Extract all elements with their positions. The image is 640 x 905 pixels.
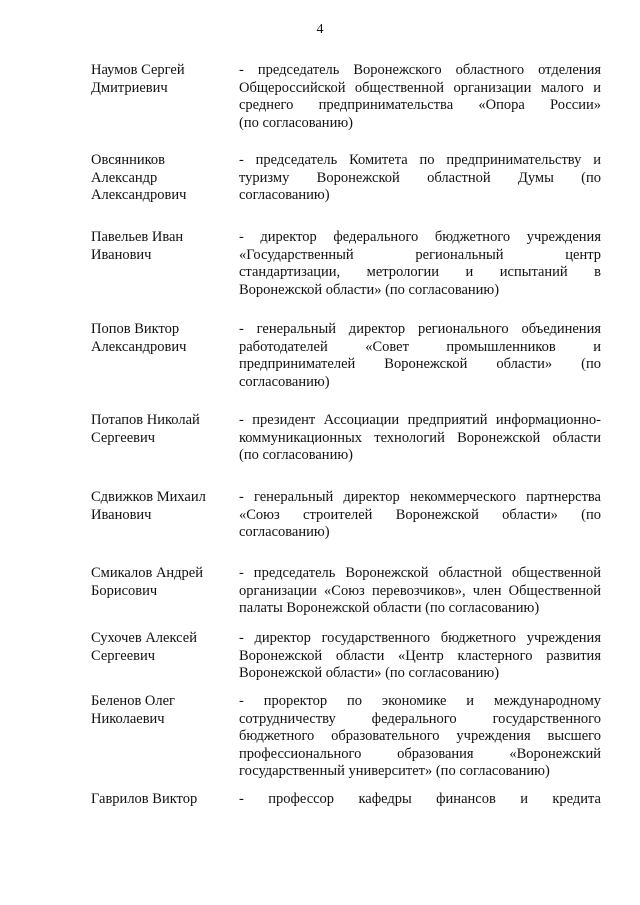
member-name-line: Павельев Иван	[91, 229, 184, 245]
member-name-line: Александрович	[91, 187, 187, 203]
member-name-line: Попов Виктор	[91, 321, 180, 337]
member-description	[239, 62, 601, 132]
member-name	[91, 229, 231, 264]
member-name-line: Иванович	[91, 246, 152, 263]
member-description	[239, 791, 601, 809]
description-line: - президент Ассоциации предприятий информационно-	[239, 412, 601, 428]
description-line: - директор федерального бюджетного учреждения	[239, 229, 601, 245]
description-line: туризму Воронежской областной Думы (по	[239, 169, 601, 186]
member-description	[239, 630, 601, 683]
member-name	[91, 791, 231, 809]
member-name-line: Овсянников	[91, 152, 166, 168]
member-name-line: Александрович	[91, 338, 187, 355]
description-line: - профессор кафедры финансов и кредита	[239, 791, 601, 807]
description-line: - генеральный директор регионального объединения	[239, 321, 601, 337]
member-name-line: Борисович	[91, 582, 158, 599]
member-name-line: Александр	[91, 169, 158, 186]
member-name	[91, 152, 231, 205]
description-line: организации «Союз перевозчиков», член Общественной	[239, 582, 601, 599]
description-line: предпринимателей Воронежской области» (по	[239, 356, 601, 372]
member-name-line: Смикалов Андрей	[91, 565, 204, 581]
description-line: коммуникационных технологий Воронежской области	[239, 429, 601, 446]
description-line: (по согласованию)	[239, 114, 353, 131]
member-name-line: Николаевич	[91, 710, 165, 727]
page-number: 4	[316, 22, 324, 37]
member-name	[91, 693, 231, 728]
description-line: палаты Воронежской области (по согласованию)	[239, 600, 540, 616]
description-line: (по согласованию)	[239, 447, 353, 463]
member-name-line: Наумов Сергей	[91, 62, 185, 78]
member-description	[239, 152, 601, 205]
description-line: согласованию)	[239, 373, 330, 390]
member-name	[91, 412, 231, 447]
member-name-line: Сухочев Алексей	[91, 630, 197, 646]
member-name-line: Гаврилов Виктор	[91, 791, 198, 807]
member-name	[91, 630, 231, 665]
member-description	[239, 693, 601, 781]
description-line: среднего предпринимательства «Опора России»	[239, 97, 601, 113]
description-line: бюджетного образовательного учреждения высшего	[239, 728, 601, 744]
member-name	[91, 62, 231, 97]
member-description	[239, 229, 601, 299]
member-name-line: Сдвижков Михаил	[91, 489, 206, 505]
description-line: - председатель Комитета по предпринимательству и	[239, 152, 601, 168]
description-line: сотрудничеству федерального государственного	[239, 710, 601, 727]
member-description	[239, 489, 601, 542]
description-line: государственный университет» (по согласованию)	[239, 763, 550, 779]
member-name-line: Сергеевич	[91, 647, 156, 664]
description-line: - председатель Воронежской областной общественной	[239, 565, 601, 581]
member-name-line: Сергеевич	[91, 429, 156, 446]
description-line: - проректор по экономике и международному	[239, 693, 601, 709]
description-line: Воронежской области» (по согласованию)	[239, 281, 500, 298]
member-name	[91, 489, 231, 524]
description-line: стандартизации, метрологии и испытаний в	[239, 264, 601, 280]
member-name-line: Беленов Олег	[91, 693, 176, 709]
member-description	[239, 321, 601, 391]
member-name-line: Потапов Николай	[91, 412, 200, 428]
description-line: «Государственный региональный центр	[239, 246, 601, 263]
description-line: согласованию)	[239, 187, 330, 203]
description-line: Общероссийской общественной организации малого и	[239, 79, 601, 96]
description-line: профессионального образования «Воронежский	[239, 745, 601, 762]
description-line: согласованию)	[239, 524, 330, 540]
member-description	[239, 565, 601, 618]
member-name	[91, 565, 231, 600]
description-line: - председатель Воронежского областного отделения	[239, 62, 601, 78]
description-line: - директор государственного бюджетного учреждения	[239, 630, 601, 646]
member-description	[239, 412, 601, 465]
description-line: - генеральный директор некоммерческого партнерства	[239, 489, 601, 505]
description-line: работодателей «Совет промышленников и	[239, 338, 601, 355]
description-line: «Союз строителей Воронежской области» (по	[239, 506, 601, 523]
member-name-line: Дмитриевич	[91, 79, 168, 96]
description-line: Воронежской области «Центр кластерного развития	[239, 647, 601, 664]
member-name	[91, 321, 231, 356]
description-line: Воронежской области» (по согласованию)	[239, 665, 500, 681]
member-name-line: Иванович	[91, 506, 152, 523]
